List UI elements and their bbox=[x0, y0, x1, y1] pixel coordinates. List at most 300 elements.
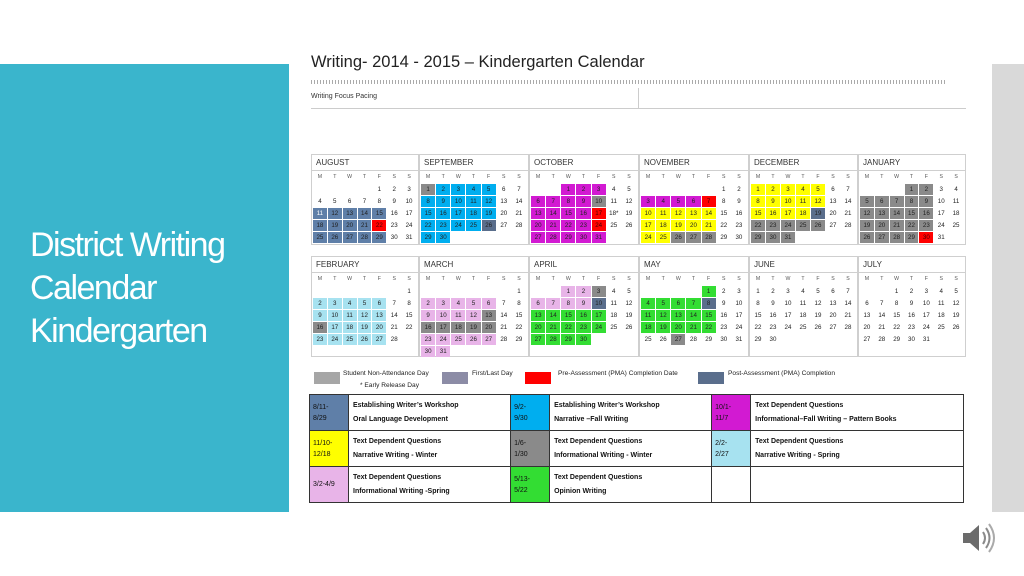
day-cell: 15 bbox=[905, 208, 919, 219]
day-cell bbox=[949, 334, 963, 345]
weekday-header: T bbox=[909, 174, 914, 180]
day-cell: 3 bbox=[451, 184, 465, 195]
day-cell: 2 bbox=[576, 184, 590, 195]
day-cell: 25 bbox=[796, 220, 810, 231]
weekday-header: S bbox=[407, 276, 411, 282]
day-cell: 7 bbox=[846, 186, 850, 193]
day-cell: 17 bbox=[328, 322, 342, 333]
weekday-header: F bbox=[377, 174, 381, 180]
day-cell bbox=[482, 286, 496, 297]
weekday-header: S bbox=[846, 276, 850, 282]
pacing-table bbox=[309, 394, 964, 503]
weekday-header: S bbox=[392, 276, 396, 282]
weekday-header: T bbox=[691, 276, 696, 282]
day-cell bbox=[358, 184, 372, 195]
day-cell: 7 bbox=[686, 298, 700, 309]
weekday-header: S bbox=[502, 276, 506, 282]
day-cell: 11 bbox=[799, 300, 807, 307]
day-cell: 11 bbox=[796, 196, 810, 207]
weekday-header: W bbox=[565, 174, 571, 180]
divider bbox=[311, 108, 966, 109]
day-cell bbox=[875, 184, 889, 195]
day-cell: 23 bbox=[769, 324, 777, 331]
day-cell: 21 bbox=[390, 324, 398, 331]
day-cell: 28 bbox=[500, 336, 508, 343]
day-cell: 20 bbox=[372, 322, 386, 333]
day-cell: 5 bbox=[860, 196, 874, 207]
day-cell: 29 bbox=[754, 336, 762, 343]
day-cell bbox=[313, 184, 327, 195]
day-cell: 10 bbox=[405, 198, 413, 205]
pacing-focus: Establishing Writer’s Workshop Oral Language Development bbox=[349, 395, 511, 431]
day-cell: 3 bbox=[328, 298, 342, 309]
pacing-dates: 8/11- 8/29 bbox=[310, 395, 349, 431]
day-cell: 6 bbox=[531, 196, 545, 207]
day-cell: 6 bbox=[865, 300, 869, 307]
day-cell bbox=[841, 334, 855, 345]
day-cell: 2 bbox=[909, 288, 914, 295]
day-cell: 8 bbox=[421, 196, 435, 207]
day-cell: 21 bbox=[546, 220, 560, 231]
day-cell: 15 bbox=[421, 208, 435, 219]
slide-title-line: Calendar bbox=[30, 269, 156, 307]
day-cell: 31 bbox=[405, 234, 413, 241]
weekday-header: T bbox=[581, 174, 586, 180]
legend-swatch-pre bbox=[525, 372, 551, 384]
day-cell: 25 bbox=[466, 220, 480, 231]
day-cell: 8 bbox=[894, 300, 899, 307]
weekday-header: S bbox=[954, 276, 958, 282]
day-cell: 22 bbox=[702, 322, 716, 333]
weekday-header: T bbox=[333, 174, 337, 180]
weekday-header: S bbox=[722, 174, 726, 180]
day-cell: 19 bbox=[625, 210, 633, 217]
day-cell bbox=[421, 286, 435, 297]
day-cell: 8 bbox=[517, 300, 521, 307]
day-cell: 14 bbox=[500, 312, 508, 319]
day-cell: 1 bbox=[751, 184, 765, 195]
day-cell bbox=[656, 286, 670, 297]
day-cell: 9 bbox=[392, 198, 396, 205]
day-cell: 1 bbox=[702, 286, 716, 297]
day-cell: 6 bbox=[686, 196, 700, 207]
day-cell: 8 bbox=[702, 298, 716, 309]
day-cell: 5 bbox=[954, 288, 958, 295]
weekday-header: W bbox=[347, 276, 353, 282]
day-cell bbox=[686, 286, 700, 297]
day-cell: 17 bbox=[592, 310, 606, 321]
day-cell: 22 bbox=[720, 222, 728, 229]
day-cell: 23 bbox=[576, 322, 590, 333]
weekday-header: S bbox=[627, 174, 631, 180]
day-cell bbox=[622, 232, 636, 243]
day-cell: 17 bbox=[937, 210, 945, 217]
weekday-header: F bbox=[377, 276, 381, 282]
day-cell bbox=[497, 286, 511, 297]
day-cell: 15 bbox=[893, 312, 901, 319]
day-cell: 12 bbox=[860, 208, 874, 219]
day-cell: 30 bbox=[720, 336, 728, 343]
weekday-header: S bbox=[722, 276, 726, 282]
day-cell bbox=[890, 184, 904, 195]
day-cell: 13 bbox=[829, 300, 837, 307]
pacing-dates: 2/2- 2/27 bbox=[712, 431, 751, 467]
day-cell: 29 bbox=[720, 234, 728, 241]
day-cell: 10 bbox=[592, 196, 606, 207]
day-cell: 26 bbox=[328, 232, 342, 243]
day-cell: 17 bbox=[784, 312, 792, 319]
day-cell: 22 bbox=[754, 324, 762, 331]
weekday-header: F bbox=[487, 276, 491, 282]
day-cell: 5 bbox=[466, 298, 480, 309]
day-cell: 4 bbox=[801, 288, 805, 295]
day-cell bbox=[934, 334, 948, 345]
day-cell bbox=[781, 334, 795, 345]
day-cell: 12 bbox=[811, 196, 825, 207]
day-cell bbox=[512, 232, 526, 243]
day-cell: 2 bbox=[576, 286, 590, 297]
day-cell: 11 bbox=[313, 208, 327, 219]
day-cell: 30 bbox=[576, 334, 590, 345]
day-cell bbox=[671, 286, 685, 297]
day-cell: 16 bbox=[313, 322, 327, 333]
day-cell: 4 bbox=[656, 196, 670, 207]
day-cell: 19 bbox=[671, 220, 685, 231]
pacing-dates: 5/13- 5/22 bbox=[511, 467, 550, 503]
day-cell: 15 bbox=[702, 310, 716, 321]
pacing-focus: Text Dependent Questions Informational–Fall Writing – Pattern Books bbox=[751, 395, 964, 431]
day-cell: 30 bbox=[766, 232, 780, 243]
day-cell: 27 bbox=[829, 222, 837, 229]
slide-title-line: Kindergarten bbox=[30, 312, 207, 350]
day-cell: 27 bbox=[671, 334, 685, 345]
day-cell: 15 bbox=[515, 312, 523, 319]
day-cell: 3 bbox=[786, 288, 790, 295]
legend-label: Post-Assessment (PMA) Completion bbox=[728, 370, 835, 377]
day-cell: 27 bbox=[875, 232, 889, 243]
day-cell: 11 bbox=[952, 198, 960, 205]
day-cell: 10 bbox=[784, 300, 792, 307]
day-cell: 17 bbox=[922, 312, 930, 319]
pacing-dates: 3/2-4/9 bbox=[310, 467, 349, 503]
day-cell: 7 bbox=[502, 300, 506, 307]
weekday-header: W bbox=[785, 276, 791, 282]
calendar-title: Writing- 2014 - 2015 – Kindergarten Calendar bbox=[311, 53, 645, 71]
day-cell: 14 bbox=[546, 208, 560, 219]
pacing-focus: Text Dependent Questions Narrative Writing - Spring bbox=[751, 431, 964, 467]
day-cell: 22 bbox=[372, 220, 386, 231]
day-cell bbox=[466, 346, 480, 357]
day-cell: 20 bbox=[863, 324, 871, 331]
day-cell: 7 bbox=[546, 298, 560, 309]
day-cell: 9 bbox=[722, 300, 726, 307]
day-cell bbox=[343, 184, 357, 195]
month-name: JANUARY bbox=[859, 155, 965, 171]
day-cell: 25 bbox=[937, 324, 945, 331]
day-cell: 13 bbox=[343, 208, 357, 219]
day-cell: 26 bbox=[671, 232, 685, 243]
legend-swatch-post bbox=[698, 372, 724, 384]
month-september bbox=[419, 154, 529, 245]
day-cell: 24 bbox=[781, 220, 795, 231]
day-cell: 18* bbox=[609, 210, 619, 217]
day-cell: 15 bbox=[720, 210, 728, 217]
day-cell: 28 bbox=[546, 232, 560, 243]
day-cell: 28 bbox=[358, 232, 372, 243]
weekday-header: T bbox=[551, 276, 555, 282]
day-cell bbox=[531, 286, 545, 297]
day-cell: 13 bbox=[671, 310, 685, 321]
day-cell: 18 bbox=[313, 220, 327, 231]
day-cell bbox=[387, 286, 401, 297]
day-cell: 26 bbox=[814, 324, 822, 331]
weekday-header: F bbox=[487, 174, 491, 180]
weekday-header: F bbox=[924, 174, 928, 180]
day-cell: 5 bbox=[482, 184, 496, 195]
day-cell: 15 bbox=[405, 312, 413, 319]
day-cell: 11 bbox=[656, 208, 670, 219]
day-cell: 5 bbox=[816, 288, 820, 295]
day-cell: 16 bbox=[421, 322, 435, 333]
day-cell: 26 bbox=[482, 220, 496, 231]
weekday-header: T bbox=[661, 276, 665, 282]
day-cell: 21 bbox=[844, 210, 852, 217]
day-cell: 27 bbox=[686, 232, 700, 243]
day-cell: 21 bbox=[500, 324, 508, 331]
day-cell bbox=[546, 286, 560, 297]
pacing-focus: Text Dependent Questions Narrative Writing - Winter bbox=[349, 431, 511, 467]
day-cell: 14 bbox=[702, 208, 716, 219]
month-december bbox=[749, 154, 858, 245]
month-name: FEBRUARY bbox=[312, 257, 418, 273]
weekday-header: T bbox=[801, 276, 805, 282]
day-cell: 13 bbox=[531, 310, 545, 321]
day-cell: 3 bbox=[939, 186, 943, 193]
day-cell: 20 bbox=[829, 210, 837, 217]
day-cell: 22 bbox=[561, 220, 575, 231]
weekday-header: T bbox=[441, 276, 445, 282]
day-cell: 6 bbox=[372, 298, 386, 309]
day-cell: 25 bbox=[610, 222, 618, 229]
pacing-focus: Text Dependent Questions Informational Writing -Spring bbox=[349, 467, 511, 503]
day-cell: 19 bbox=[358, 322, 372, 333]
day-cell: 23 bbox=[720, 324, 728, 331]
day-cell: 13 bbox=[863, 312, 871, 319]
day-cell: 6 bbox=[831, 288, 835, 295]
day-cell bbox=[451, 286, 465, 297]
day-cell: 18 bbox=[610, 312, 618, 319]
month-name: JUNE bbox=[750, 257, 857, 273]
day-cell: 23 bbox=[436, 220, 450, 231]
weekday-header: S bbox=[954, 174, 958, 180]
day-cell: 3 bbox=[924, 288, 929, 295]
day-cell: 21 bbox=[878, 324, 886, 331]
day-cell: 1 bbox=[517, 288, 521, 295]
day-cell: 30 bbox=[908, 336, 915, 343]
day-cell: 9 bbox=[771, 300, 775, 307]
day-cell bbox=[358, 286, 372, 297]
day-cell: 14 bbox=[844, 198, 852, 205]
day-cell: 21 bbox=[702, 220, 716, 231]
day-cell: 15 bbox=[372, 208, 386, 219]
day-cell: 21 bbox=[546, 322, 560, 333]
weekday-header: S bbox=[831, 276, 835, 282]
weekday-header: M bbox=[535, 276, 541, 282]
day-cell: 21 bbox=[686, 322, 700, 333]
day-cell: 15 bbox=[751, 208, 765, 219]
day-cell: 27 bbox=[829, 324, 837, 331]
day-cell: 7 bbox=[362, 198, 367, 205]
day-cell: 14 bbox=[390, 312, 398, 319]
weekday-header: F bbox=[816, 276, 820, 282]
day-cell: 19 bbox=[656, 322, 670, 333]
month-february bbox=[311, 256, 419, 357]
pacing-dates: 9/2- 9/30 bbox=[511, 395, 550, 431]
day-cell: 4 bbox=[954, 186, 958, 193]
day-cell: 13 bbox=[829, 198, 837, 205]
weekday-header: S bbox=[939, 174, 943, 180]
day-cell: 19 bbox=[328, 220, 342, 231]
day-cell: 31 bbox=[735, 336, 743, 343]
day-cell: 2 bbox=[421, 298, 435, 309]
day-cell: 10 bbox=[328, 310, 342, 321]
day-cell bbox=[826, 334, 840, 345]
day-cell bbox=[622, 334, 636, 345]
weekday-header: M bbox=[755, 276, 761, 282]
day-cell: 29 bbox=[561, 232, 575, 243]
weekday-header: M bbox=[864, 174, 870, 180]
day-cell: 1 bbox=[561, 286, 575, 297]
weekday-header: M bbox=[317, 276, 323, 282]
day-cell: 6 bbox=[502, 186, 506, 193]
day-cell: 2 bbox=[392, 186, 396, 193]
day-cell: 12 bbox=[671, 208, 685, 219]
day-cell: 9 bbox=[436, 196, 450, 207]
day-cell: 4 bbox=[466, 184, 480, 195]
day-cell: 28 bbox=[890, 232, 904, 243]
day-cell: 22 bbox=[905, 220, 919, 231]
day-cell: 9 bbox=[313, 310, 327, 321]
day-cell: 3 bbox=[592, 286, 606, 297]
day-cell: 13 bbox=[875, 208, 889, 219]
day-cell: 21 bbox=[515, 210, 523, 217]
day-cell: 11 bbox=[641, 310, 655, 321]
day-cell: 24 bbox=[592, 220, 606, 231]
day-cell bbox=[811, 334, 825, 345]
day-cell: 16 bbox=[576, 208, 590, 219]
day-cell: 5 bbox=[656, 298, 670, 309]
day-cell: 14 bbox=[844, 300, 852, 307]
day-cell: 17 bbox=[405, 210, 413, 217]
weekday-header: M bbox=[425, 276, 431, 282]
weekday-header: W bbox=[455, 174, 461, 180]
day-cell: 24 bbox=[735, 324, 743, 331]
day-cell: 6 bbox=[875, 196, 889, 207]
day-cell: 18 bbox=[466, 208, 480, 219]
day-cell: 14 bbox=[878, 312, 886, 319]
day-cell: 29 bbox=[561, 334, 575, 345]
day-cell: 29 bbox=[905, 232, 919, 243]
day-cell: 22 bbox=[421, 220, 435, 231]
day-cell: 12 bbox=[625, 300, 633, 307]
day-cell: 28 bbox=[515, 222, 523, 229]
day-cell: 19 bbox=[952, 312, 960, 319]
day-cell: 10 bbox=[592, 298, 606, 309]
day-cell: 10 bbox=[451, 196, 465, 207]
month-january bbox=[858, 154, 966, 245]
weekday-header: T bbox=[771, 276, 775, 282]
day-cell: 13 bbox=[686, 208, 700, 219]
day-cell: 24 bbox=[922, 324, 930, 331]
day-cell: 18 bbox=[656, 220, 670, 231]
day-cell: 28 bbox=[844, 324, 852, 331]
day-cell: 12 bbox=[625, 198, 633, 205]
month-october bbox=[529, 154, 639, 245]
weekday-header: T bbox=[362, 174, 367, 180]
day-cell: 27 bbox=[482, 334, 496, 345]
day-cell: 7 bbox=[546, 196, 560, 207]
weekday-header: F bbox=[597, 276, 601, 282]
weekday-header: T bbox=[471, 276, 476, 282]
weekday-header: T bbox=[362, 276, 367, 282]
day-cell: 1 bbox=[407, 288, 411, 295]
day-cell: 2 bbox=[766, 184, 780, 195]
weekday-header: W bbox=[565, 276, 571, 282]
slide-title-line: District Writing bbox=[30, 226, 225, 264]
day-cell bbox=[402, 334, 416, 345]
day-cell bbox=[796, 232, 810, 243]
day-cell: 19 bbox=[860, 220, 874, 231]
pacing-dates: 10/1- 11/7 bbox=[712, 395, 751, 431]
weekday-header: M bbox=[425, 174, 431, 180]
day-cell: 24 bbox=[436, 334, 450, 345]
day-cell: 27 bbox=[372, 334, 386, 345]
day-cell: 3 bbox=[592, 184, 606, 195]
month-april bbox=[529, 256, 639, 357]
day-cell bbox=[671, 184, 685, 195]
weekday-header: T bbox=[661, 174, 665, 180]
day-cell: 23 bbox=[919, 220, 933, 231]
speaker-icon[interactable] bbox=[957, 518, 997, 558]
day-cell: 16 bbox=[436, 208, 450, 219]
day-cell: 19 bbox=[814, 312, 822, 319]
day-cell: 10 bbox=[937, 198, 945, 205]
day-cell: 14 bbox=[546, 310, 560, 321]
day-cell: 1 bbox=[756, 288, 760, 295]
day-cell: 9 bbox=[576, 298, 590, 309]
day-cell: 3 bbox=[407, 186, 411, 193]
day-cell: 20 bbox=[875, 220, 889, 231]
month-may bbox=[639, 256, 749, 357]
day-cell bbox=[592, 334, 606, 345]
weekday-header: F bbox=[597, 174, 601, 180]
day-cell: 22 bbox=[751, 220, 765, 231]
day-cell: 3 bbox=[781, 184, 795, 195]
day-cell: 19 bbox=[811, 208, 825, 219]
weekday-header: W bbox=[455, 276, 461, 282]
weekday-header: M bbox=[645, 276, 651, 282]
calendar-subtitle: Writing Focus Pacing bbox=[311, 93, 378, 100]
day-cell bbox=[702, 184, 716, 195]
weekday-header: W bbox=[785, 174, 791, 180]
right-accent-bar bbox=[992, 64, 1024, 512]
pacing-row bbox=[310, 431, 964, 467]
day-cell: 12 bbox=[466, 310, 480, 321]
day-cell: 5 bbox=[627, 288, 631, 295]
day-cell: 26 bbox=[625, 324, 633, 331]
weekday-header: W bbox=[347, 174, 353, 180]
day-cell: 28 bbox=[702, 232, 716, 243]
